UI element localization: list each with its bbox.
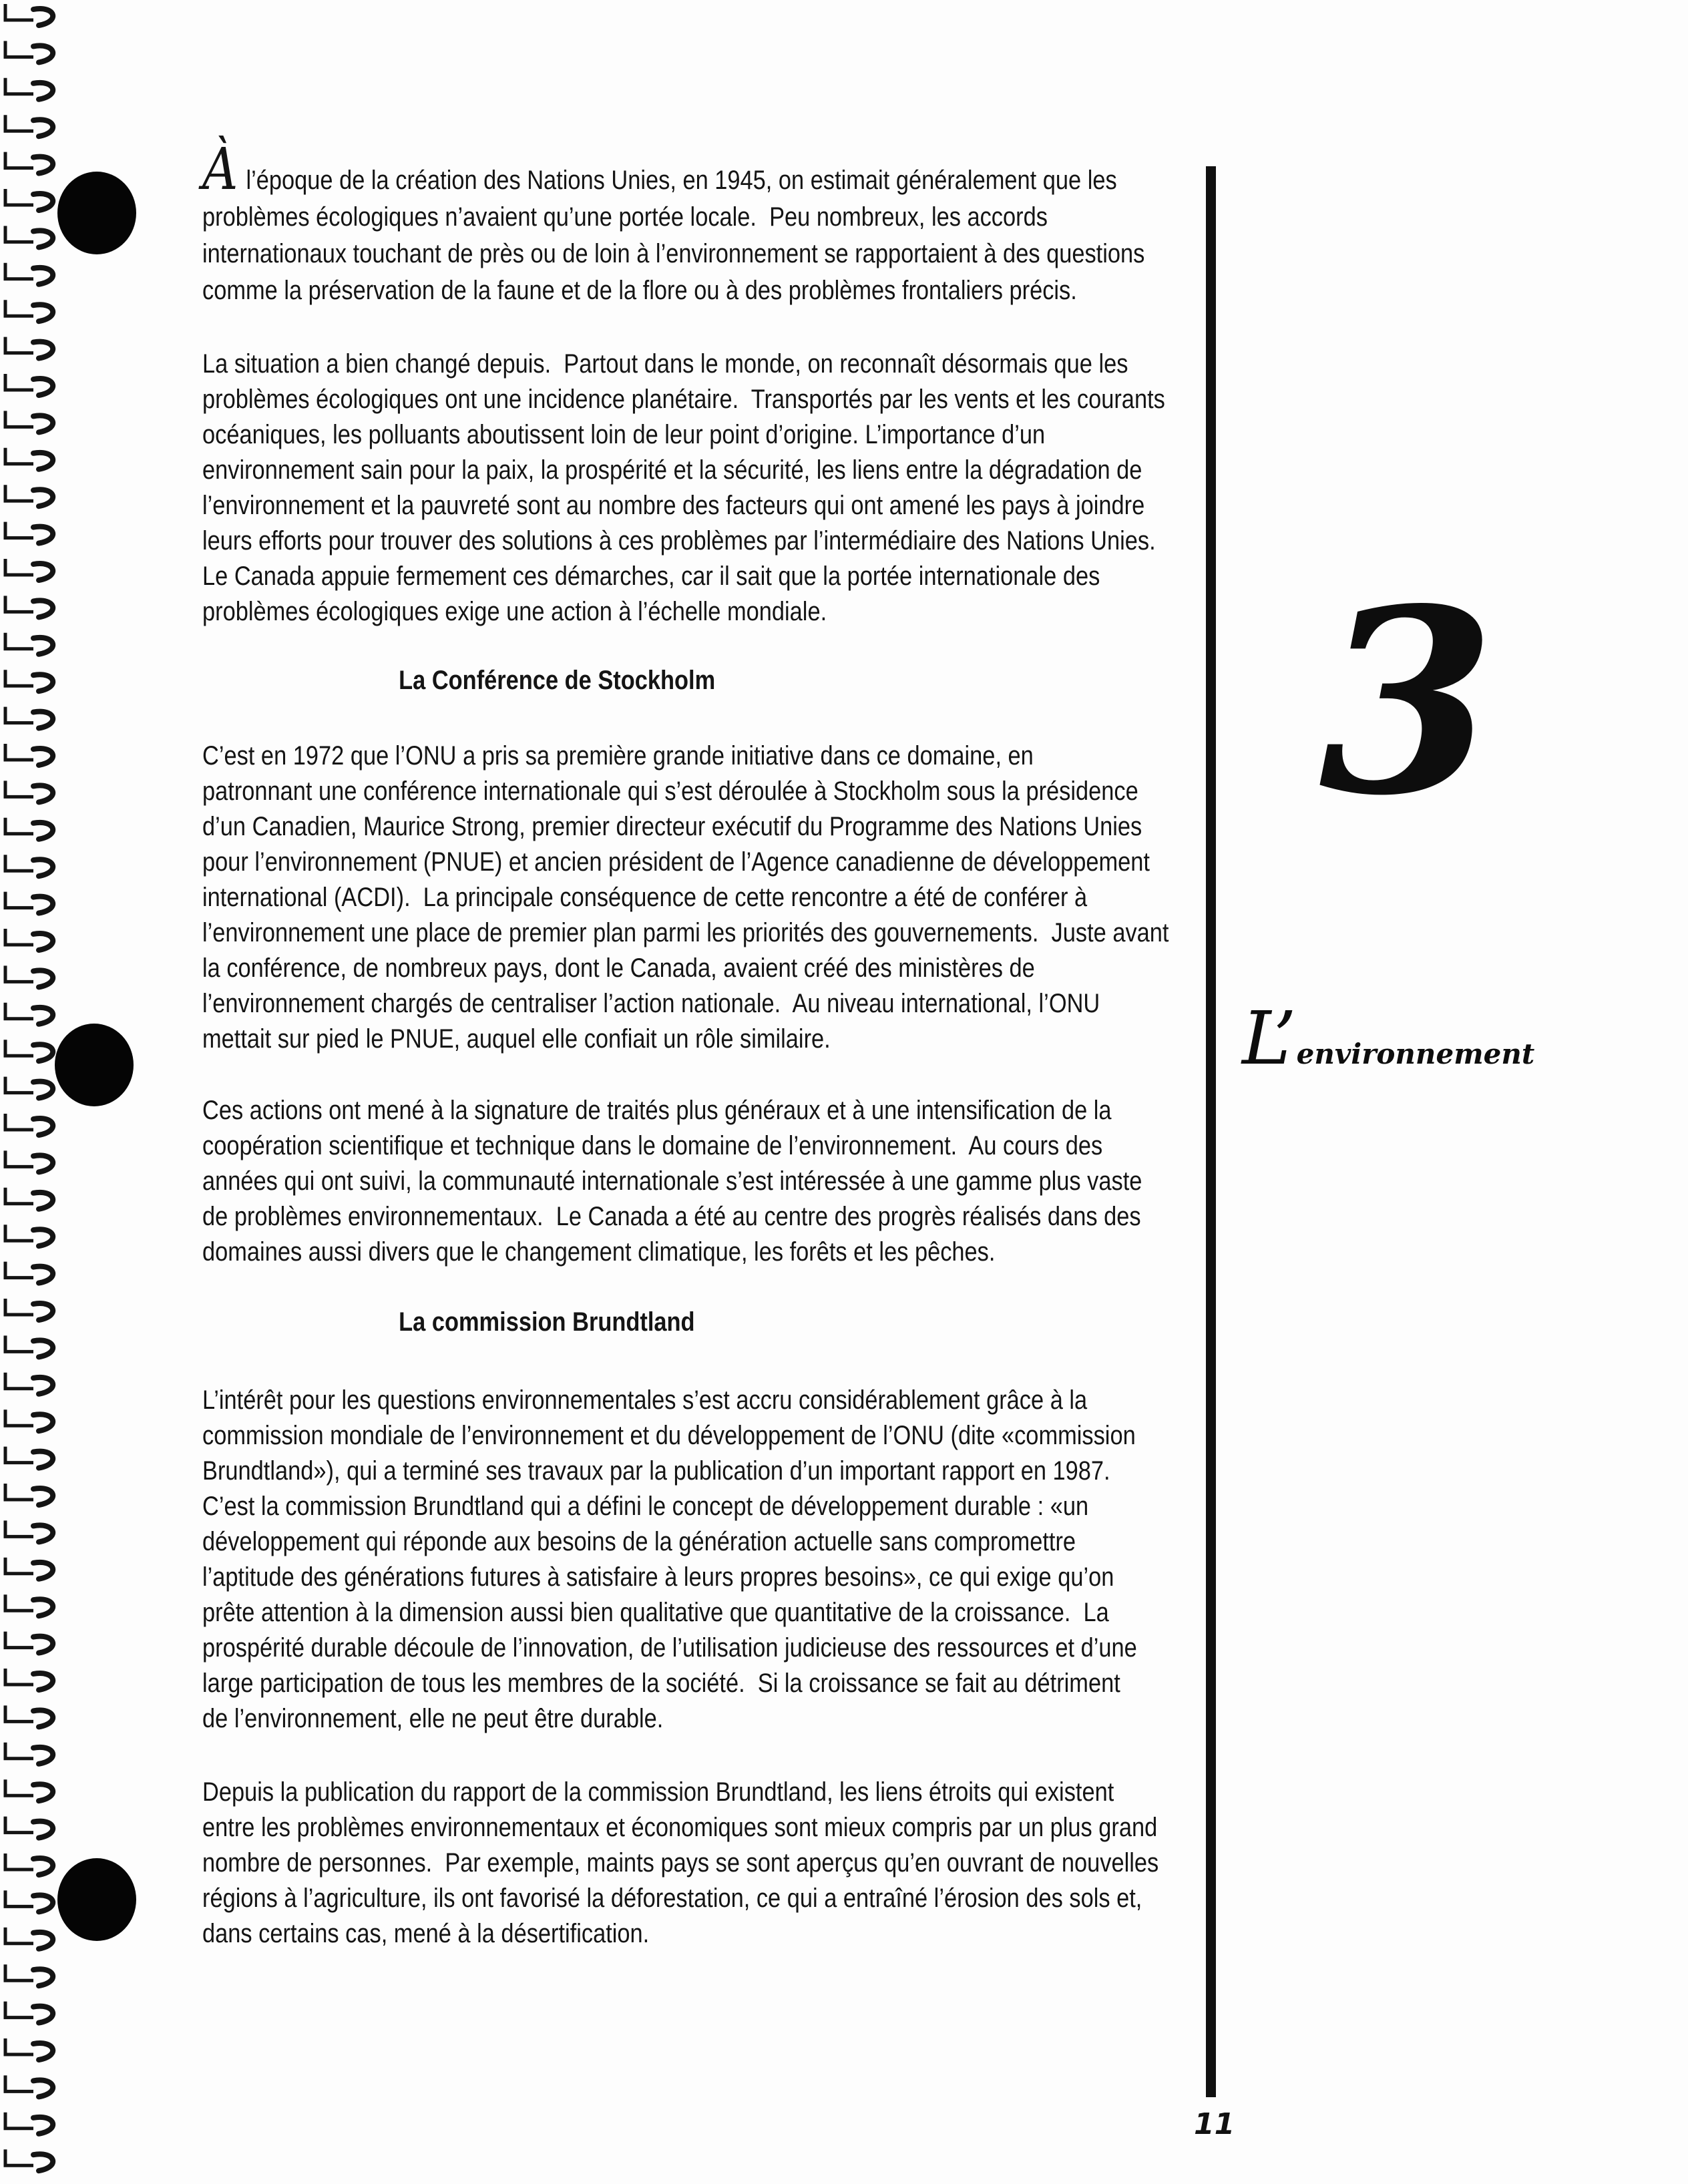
binding-coil: [5, 226, 53, 247]
text-line: océaniques, les polluants aboutissent loin de leur point d’origine. L’importance d’un: [202, 420, 1046, 449]
text-line: problèmes écologiques ont une incidence planétaire. Transportés par les vents et les courants: [202, 385, 1165, 414]
binding-coil: [5, 596, 53, 617]
text-line-content: l’époque de la création des Nations Unies, en 1945, on estimait généralement que les: [246, 166, 1117, 195]
binding-coil: [5, 818, 53, 839]
binding-coil: [5, 1335, 53, 1357]
text-line: Depuis la publication du rapport de la commission Brundtland, les liens étroits qui existent: [202, 1777, 1114, 1807]
binding-coil: [5, 1373, 53, 1394]
binding-coil: [5, 1188, 53, 1209]
chapter-title-initial: L’: [1242, 996, 1297, 1081]
binding-coil: [5, 1632, 53, 1653]
punch-hole: [55, 1024, 134, 1106]
chapter-title: [1242, 996, 1535, 1081]
text-line: Brundtland»), qui a terminé ses travaux par la publication d’un important rapport en 1987.: [202, 1456, 1110, 1486]
binding-coil: [5, 411, 53, 432]
paragraph: [202, 347, 1165, 630]
binding-coil: [5, 1484, 53, 1505]
binding-coil: [5, 2075, 53, 2097]
text-line: l’environnement et la pauvreté sont au nombre des facteurs qui ont amené les pays à joindre: [202, 491, 1145, 520]
text-line: leurs efforts pour trouver des solutions à ces problèmes par l’intermédiaire des Nations Unies.: [202, 526, 1156, 556]
binding-coil: [5, 1779, 53, 1801]
page-number: 11: [1194, 2107, 1235, 2141]
text-line: internationaux touchant de près ou de loin à l’environnement se rapportaient à des questions: [202, 239, 1145, 268]
binding-coil: [5, 670, 53, 691]
text-line: C’est la commission Brundtland qui a défini le concept de développement durable : «un: [202, 1492, 1089, 1521]
binding-coil: [5, 744, 53, 765]
binding-coil: [5, 374, 53, 395]
binding-coil: [5, 1262, 53, 1283]
binding-coil: [5, 1299, 53, 1320]
binding-coil: [5, 1743, 53, 1764]
text-line: large participation de tous les membres de la société. Si la croissance se fait au détriment: [202, 1669, 1120, 1698]
binding-coil: [5, 2038, 53, 2060]
binding-coil: [5, 263, 53, 284]
text-line: problèmes écologiques n’avaient qu’une portée locale. Peu nombreux, les accords: [202, 202, 1048, 232]
paragraph: [202, 1093, 1142, 1270]
binding-coil: [5, 1003, 53, 1024]
text-line: pour l’environnement (PNUE) et ancien président de l’Agence canadienne de développement: [202, 847, 1150, 877]
text-line: de l’environnement, elle ne peut être durable.: [202, 1704, 664, 1733]
paragraph: [202, 1383, 1137, 1737]
text-line: environnement sain pour la paix, la prospérité et la sécurité, les liens entre la dégradation de: [202, 455, 1142, 485]
text-line: mettait sur pied le PNUE, auquel elle confiait un rôle similaire.: [202, 1024, 831, 1054]
margin-rule: [1206, 166, 1216, 2097]
binding-coil: [5, 41, 53, 62]
binding-coil: [5, 929, 53, 950]
binding-coil: [5, 965, 53, 987]
binding-coil: [5, 78, 53, 99]
chapter-title-rest: environnement: [1296, 1038, 1535, 1070]
binding-coil: [5, 633, 53, 654]
punch-hole: [57, 1858, 136, 1941]
binding-coil: [5, 4, 53, 25]
binding-coil: [5, 1114, 53, 1135]
binding-coil: [5, 1928, 53, 1949]
binding-coil: [5, 1558, 53, 1579]
binding-coil: [5, 1225, 53, 1246]
text-column: [202, 0, 1179, 2184]
binding-coil: [5, 892, 53, 913]
text-line: régions à l’agriculture, ils ont favorisé la déforestation, ce qui a entraîné l’érosion des sols et,: [202, 1884, 1142, 1913]
text-line: La situation a bien changé depuis. Partout dans le monde, on reconnaît désormais que les: [202, 349, 1128, 379]
binding-coil: [5, 707, 53, 728]
text-line: patronnant une conférence internationale qui s’est déroulée à Stockholm sous la présidence: [202, 777, 1138, 806]
binding-coil: [5, 1817, 53, 1838]
section-heading: La commission Brundtland: [399, 1307, 695, 1337]
binding-coil: [5, 1447, 53, 1468]
text-line: domaines aussi divers que le changement climatique, les forêts et les pêches.: [202, 1237, 996, 1267]
drop-cap: À: [202, 136, 238, 203]
text-line: problèmes écologiques exige une action à l’échelle mondiale.: [202, 597, 827, 626]
binding-coil: [5, 1520, 53, 1542]
binding-coil: [5, 152, 53, 174]
text-line: prête attention à la dimension aussi bien qualitative que quantitative de la croissance. La: [202, 1598, 1109, 1627]
binding-coil: [5, 1890, 53, 1912]
paragraph: [202, 738, 1169, 1057]
binding-coil: [5, 781, 53, 802]
binding-coil: [5, 1594, 53, 1616]
text-line: Ces actions ont mené à la signature de traités plus généraux et à une intensification de la: [202, 1096, 1112, 1125]
text-line: d’un Canadien, Maurice Strong, premier directeur exécutif du Programme des Nations Unies: [202, 812, 1142, 841]
section-heading: La Conférence de Stockholm: [399, 666, 716, 695]
binding-coil: [5, 189, 53, 210]
text-line: de problèmes environnementaux. Le Canada a été au centre des progrès réalisés dans des: [202, 1202, 1141, 1231]
binding-coil: [5, 1409, 53, 1431]
binding-coil: [5, 300, 53, 321]
text-line: l’environnement chargés de centraliser l’action nationale. Au niveau international, l’ONU: [202, 989, 1100, 1018]
text-line: dans certains cas, mené à la désertification.: [202, 1919, 650, 1948]
text-line: entre les problèmes environnementaux et économiques sont mieux compris par un plus grand: [202, 1813, 1158, 1842]
text-line: développement qui réponde aux besoins de la génération actuelle sans compromettre: [202, 1527, 1076, 1556]
binding-coil: [5, 485, 53, 506]
binding-coil: [5, 337, 53, 359]
spiral-binding: [0, 0, 73, 2184]
paragraph: [202, 1775, 1158, 1952]
binding-coil: [5, 1964, 53, 1986]
binding-coil: [5, 1040, 53, 1061]
binding-coil: [5, 1669, 53, 1690]
binding-coil: [5, 2149, 53, 2171]
binding-coil: [5, 855, 53, 876]
binding-coil: [5, 559, 53, 580]
chapter-number: 3: [1319, 553, 1496, 851]
text-line: [202, 136, 1144, 203]
binding-coil: [5, 2002, 53, 2023]
binding-coil: [5, 1705, 53, 1727]
punch-hole: [57, 172, 136, 254]
text-line: nombre de personnes. Par exemple, maints pays se sont aperçus qu’en ouvrant de nouvelles: [202, 1848, 1159, 1878]
binding-coil: [5, 1853, 53, 1875]
binding-coil: [5, 115, 53, 136]
text-line: l’environnement une place de premier plan parmi les priorités des gouvernements. Juste avant: [202, 918, 1169, 947]
binding-coil: [5, 1077, 53, 1098]
text-line: l’aptitude des générations futures à satisfaire à leurs propres besoins», ce qui exige qu’on: [202, 1562, 1114, 1592]
text-line: international (ACDI). La principale conséquence de cette rencontre a été de conférer à: [202, 883, 1088, 912]
binding-coil: [5, 522, 53, 543]
binding-coil: [5, 1150, 53, 1172]
text-line: coopération scientifique et technique dans le domaine de l’environnement. Au cours des: [202, 1131, 1103, 1160]
text-line: prospérité durable découle de l’innovation, de l’utilisation judicieuse des ressources et d’une: [202, 1633, 1137, 1663]
text-line: la conférence, de nombreux pays, dont le Canada, avaient créé des ministères de: [202, 953, 1035, 983]
paragraph-intro: [202, 136, 1145, 309]
text-line: comme la préservation de la faune et de la flore ou à des problèmes frontaliers précis.: [202, 276, 1077, 305]
text-line: Le Canada appuie fermement ces démarches, car il sait que la portée internationale des: [202, 562, 1100, 591]
text-line: C’est en 1972 que l’ONU a pris sa première grande initiative dans ce domaine, en: [202, 741, 1034, 771]
text-line: commission mondiale de l’environnement et du développement de l’ONU (dite «commission: [202, 1421, 1136, 1450]
binding-coil: [5, 2113, 53, 2134]
text-line: années qui ont suivi, la communauté internationale s’est intéressée à une gamme plus vaste: [202, 1166, 1142, 1196]
text-line: L’intérêt pour les questions environnementales s’est accru considérablement grâce à la: [202, 1385, 1088, 1415]
binding-coil: [5, 448, 53, 469]
